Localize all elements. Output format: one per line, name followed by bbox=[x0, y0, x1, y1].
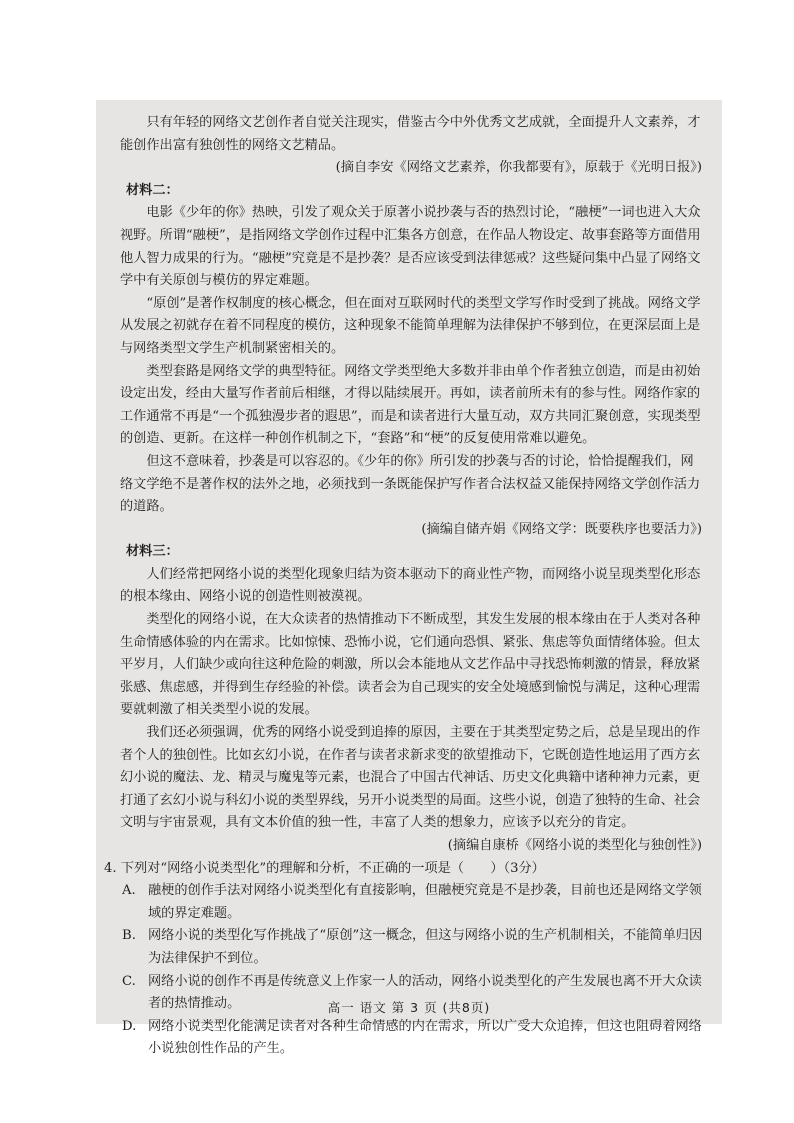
option-letter: A. bbox=[122, 883, 136, 899]
material3-title: 材料三： bbox=[126, 544, 179, 560]
material2-paragraph: “原创”是著作权制度的核心概念，但在面对互联网时代的类型文学写作时受到了挑战。网络文学从发展之初就存在着不同程度的模仿，这种现象不能简单理解为法律保护不够到位，在更深层面上是与网络类型文学生产机制紧密相关的。 bbox=[120, 295, 701, 356]
material2-source: (摘编自储卉娟《网络文学：既要秩序也要活力》) bbox=[421, 521, 702, 537]
option-b[interactable] bbox=[122, 925, 706, 970]
material3-paragraph: 人们经常把网络小说的类型化现象归结为资本驱动下的商业性产物，而网络小说呈现类型化形态的根本缘由、网络小说的创造性则被漠视。 bbox=[120, 566, 701, 605]
material2-title: 材料二： bbox=[126, 182, 179, 198]
option-text: 融梗的创作手法对网络小说类型化有直接影响，但融梗究竟是不是抄袭，目前也还是网络文学领域的界定难题。 bbox=[148, 883, 702, 921]
material2-paragraph: 电影《少年的你》热映，引发了观众关于原著小说抄袭与否的热烈讨论，“融梗”一词也进入大众视野。所谓“融梗”，是指网络文学创作过程中汇集各方创意，在作品人物设定、故事套路等方面借用他人智力成果的行为。“融梗”究竟是不是抄袭？是否应该受到法律惩戒？这些疑问集中凸显了网络文学中有关原创与模仿的界定难题。 bbox=[120, 205, 701, 289]
option-letter: C. bbox=[122, 973, 136, 989]
material3-paragraph: 类型化的网络小说，在大众读者的热情推动下不断成型，其发生发展的根本缘由在于人类对各种生命情感体验的内在需求。比如惊悚、恐怖小说，它们通向恐惧、紧张、焦虑等负面情绪体验。但太平岁月，人们缺少或向往这种危险的刺激，所以会本能地从文艺作品中寻找恐怖刺激的情景，释放紧张感、焦虑感，并得到生存经验的补偿。读者会为自己现实的安全处境感到愉悦与满足，这种心理需要就刺激了相关类型小说的发展。 bbox=[120, 612, 701, 718]
exam-page bbox=[96, 100, 722, 1057]
page-footer: 高一 语文 第 3 页 (共8页) bbox=[327, 1000, 491, 1016]
option-text: 网络小说的类型化写作挑战了“原创”这一概念，但这与网络小说的生产机制相关，不能简单归因为法律保护不到位。 bbox=[148, 928, 703, 966]
option-text: 网络小说的创作不再是传统意义上作家一人的活动，网络小说类型化的产生发展也离不开大众读者的热情推动。 bbox=[148, 973, 702, 1012]
material2-paragraph: 类型套路是网络文学的典型特征。网络文学类型绝大多数并非由单个作者独立创造，而是由初始设定出发，经由大量写作者前后相继，才得以陆续展开。再如，读者前所未有的参与性。网络作家的工作通常不再是“一个孤独漫步者的遐思”，而是和读者进行大量互动，双方共同汇聚创意，实现类型的创造、更新。在这样一种创作机制之下，“套路”和“梗”的反复使用常难以避免。 bbox=[120, 363, 701, 447]
question-4-stem: 4. 下列对“网络小说类型化”的理解和分析，不正确的一项是（ ）（3分） bbox=[104, 860, 545, 876]
option-letter: B. bbox=[122, 928, 136, 944]
option-a[interactable] bbox=[122, 880, 706, 925]
material3-paragraph: 我们还必须强调，优秀的网络小说受到追捧的原因，主要在于其类型定势之后，总是呈现出的作者个人的独创性。比如玄幻小说，在作者与读者求新求变的欲望推动下，它既创造性地运用了西方玄幻小说的魔法、龙、精灵与魔鬼等元素，也混合了中国古代神话、历史文化典籍中诸种神力元素，更打通了玄幻小说与科幻小说的类型界线，另开小说类型的局面。这些小说，创造了独特的生命、社会文明与宇宙景观，具有文本价值的独一性，丰富了人类的想象力，应该予以充分的肯定。 bbox=[120, 725, 701, 831]
material1-source: (摘自李安《网络文艺素养，你我都要有》，原载于《光明日报》) bbox=[335, 160, 702, 176]
option-text: 网络小说类型化能满足读者对各种生命情感的内在需求，所以广受大众追捧，但这也阻碍着网络小说独创性作品的产生。 bbox=[148, 1018, 702, 1057]
material3-source: (摘编自康桥《网络小说的类型化与独创性》) bbox=[447, 838, 702, 853]
material2-paragraph: 但这不意味着，抄袭是可以容忍的。《少年的你》所引发的抄袭与否的讨论，恰恰提醒我们，网络文学绝不是著作权的法外之地，必须找到一条既能保护写作者合法权益又能保持网络文学创作活力的道路。 bbox=[120, 453, 701, 515]
option-d[interactable] bbox=[122, 1016, 706, 1061]
material1-tail-paragraph: 只有年轻的网络文艺创作者自觉关注现实，借鉴古今中外优秀文艺成就，全面提升人文素养，才能创作出富有独创性的网络文艺精品。 bbox=[120, 115, 701, 153]
option-letter: D. bbox=[122, 1018, 137, 1034]
